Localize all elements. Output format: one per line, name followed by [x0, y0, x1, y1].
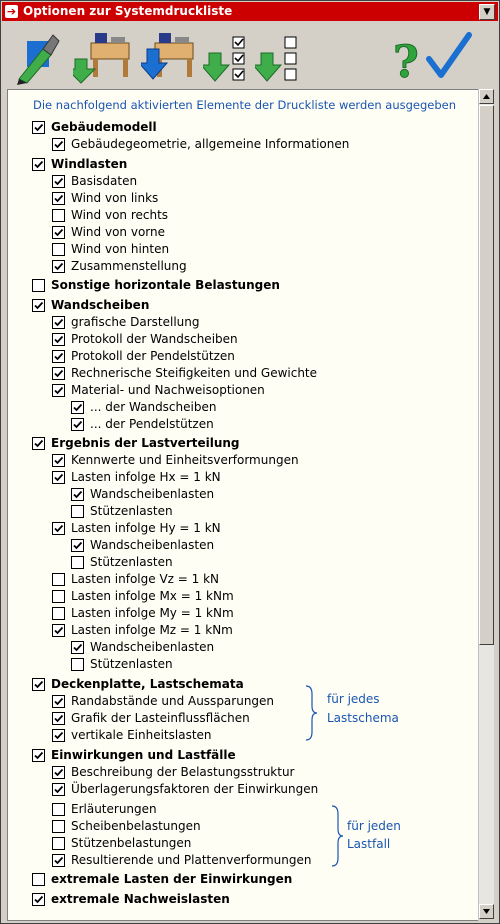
- desk-blue-icon: [141, 29, 201, 85]
- option-label: ... der Pendelstützen: [90, 417, 214, 431]
- option-label: Windlasten: [51, 157, 128, 171]
- checkbox-checked[interactable]: [52, 695, 65, 708]
- checkbox-unchecked[interactable]: [52, 820, 65, 833]
- option-label: Wandscheibenlasten: [90, 640, 215, 654]
- checkbox-checked[interactable]: [32, 121, 45, 134]
- arrow-right-icon: ➔: [6, 5, 17, 18]
- help-button[interactable]: [391, 29, 421, 85]
- checkbox-checked[interactable]: [52, 766, 65, 779]
- option-label: Stützenlasten: [90, 504, 173, 518]
- checkbox-checked[interactable]: [52, 729, 65, 742]
- option-label: Sonstige horizontale Belastungen: [51, 278, 280, 292]
- toolbar: [7, 27, 493, 89]
- checkbox-unchecked[interactable]: [32, 873, 45, 886]
- option-label: Wind von links: [71, 191, 159, 205]
- option-label: Beschreibung der Belastungsstruktur: [71, 765, 295, 779]
- uncheck-all-icon: [255, 29, 307, 85]
- option-label: Stützenlasten: [90, 555, 173, 569]
- print-preview-button[interactable]: [141, 29, 201, 85]
- checkbox-checked[interactable]: [52, 175, 65, 188]
- checkbox-checked[interactable]: [32, 299, 45, 312]
- select-all-button[interactable]: [203, 29, 255, 85]
- checkbox-checked[interactable]: [71, 641, 84, 654]
- window-title: Optionen zur Systemdruckliste: [23, 4, 233, 18]
- checkbox-unchecked[interactable]: [71, 658, 84, 671]
- checkbox-checked[interactable]: [52, 522, 65, 535]
- up-arrow-icon: [480, 90, 493, 103]
- option-label: grafische Darstellung: [71, 315, 200, 329]
- option-label: Grafik der Lasteinflussflächen: [71, 711, 250, 725]
- option-label: Lasten infolge Mz = 1 kNm: [71, 623, 233, 637]
- checkbox-unchecked[interactable]: [52, 243, 65, 256]
- scroll-up-button[interactable]: [479, 89, 494, 104]
- checkbox-checked[interactable]: [52, 384, 65, 397]
- scroll-down-button[interactable]: [479, 904, 494, 919]
- pen-edit-icon: [13, 29, 61, 85]
- checkbox-unchecked[interactable]: [52, 607, 65, 620]
- checkbox-unchecked[interactable]: [71, 556, 84, 569]
- checkbox-checked[interactable]: [52, 226, 65, 239]
- option-label: Wandscheibenlasten: [90, 487, 215, 501]
- checkbox-checked[interactable]: [52, 316, 65, 329]
- brace-icon: [330, 804, 344, 868]
- options-panel: [7, 89, 478, 921]
- option-label: Wind von hinten: [71, 242, 170, 256]
- checkmark-icon: [425, 29, 473, 85]
- brace-note-line: für jedes: [327, 692, 380, 706]
- option-label: Rechnerische Steifigkeiten und Gewichte: [71, 366, 318, 380]
- option-label: Lasten infolge Vz = 1 kN: [71, 572, 220, 586]
- option-label: Stützenbelastungen: [71, 836, 192, 850]
- vertical-scrollbar[interactable]: [478, 89, 494, 919]
- checkbox-unchecked[interactable]: [52, 590, 65, 603]
- print-settings-button[interactable]: [73, 29, 133, 85]
- checkbox-checked[interactable]: [52, 471, 65, 484]
- edit-button[interactable]: [13, 29, 61, 85]
- option-label: Zusammenstellung: [71, 259, 187, 273]
- check-all-icon: [203, 29, 255, 85]
- checkbox-checked[interactable]: [32, 678, 45, 691]
- checkbox-checked[interactable]: [71, 418, 84, 431]
- checkbox-checked[interactable]: [52, 454, 65, 467]
- option-label: Basisdaten: [71, 174, 138, 188]
- checkbox-checked[interactable]: [32, 158, 45, 171]
- option-label: Erläuterungen: [71, 802, 157, 816]
- checkbox-checked[interactable]: [52, 783, 65, 796]
- checkbox-checked[interactable]: [52, 260, 65, 273]
- option-label: Lasten infolge Hx = 1 kN: [71, 470, 221, 484]
- checkbox-checked[interactable]: [52, 624, 65, 637]
- option-label: vertikale Einheitslasten: [71, 728, 212, 742]
- checkbox-unchecked[interactable]: [71, 505, 84, 518]
- checkbox-checked[interactable]: [52, 854, 65, 867]
- desk-printer-icon: [73, 29, 133, 85]
- checkbox-checked[interactable]: [71, 539, 84, 552]
- checkbox-checked[interactable]: [52, 192, 65, 205]
- option-label: Protokoll der Wandscheiben: [71, 332, 238, 346]
- option-label: Stützenlasten: [90, 657, 173, 671]
- intro-text: Die nachfolgend aktivierten Elemente der Druckliste werden ausgegeben: [33, 98, 457, 112]
- checkbox-checked[interactable]: [71, 401, 84, 414]
- checkbox-checked[interactable]: [52, 138, 65, 151]
- option-label: extremale Nachweislasten: [51, 892, 230, 906]
- option-label: Ergebnis der Lastverteilung: [51, 436, 240, 450]
- checkbox-unchecked[interactable]: [52, 573, 65, 586]
- scroll-thumb[interactable]: [479, 105, 494, 645]
- option-label: Lasten infolge Hy = 1 kN: [71, 521, 221, 535]
- option-label: Überlagerungsfaktoren der Einwirkungen: [71, 782, 319, 796]
- question-icon: [391, 29, 421, 85]
- option-label: Deckenplatte, Lastschemata: [51, 677, 244, 691]
- ok-button[interactable]: [425, 29, 473, 85]
- option-label: Wandscheiben: [51, 298, 150, 312]
- checkbox-checked[interactable]: [32, 749, 45, 762]
- brace-note-line: Lastfall: [347, 837, 391, 851]
- brace-note-line: Lastschema: [327, 711, 399, 725]
- checkbox-checked[interactable]: [71, 488, 84, 501]
- option-label: Kennwerte und Einheitsverformungen: [71, 453, 299, 467]
- checkbox-unchecked[interactable]: [52, 209, 65, 222]
- option-label: Lasten infolge Mx = 1 kNm: [71, 589, 234, 603]
- checkbox-checked[interactable]: [52, 333, 65, 346]
- select-none-button[interactable]: [255, 29, 307, 85]
- option-label: Randabstände und Aussparungen: [71, 694, 275, 708]
- brace-note-line: für jeden: [347, 819, 401, 833]
- option-label: Material- und Nachweisoptionen: [71, 383, 265, 397]
- brace-icon: [304, 684, 318, 742]
- option-label: Wind von vorne: [71, 225, 165, 239]
- option-label: Gebäudemodell: [51, 120, 157, 134]
- option-label: Resultierende und Plattenverformungen: [71, 853, 312, 867]
- checkbox-checked[interactable]: [52, 712, 65, 725]
- option-label: ... der Wandscheiben: [90, 400, 217, 414]
- option-label: extremale Lasten der Einwirkungen: [51, 872, 293, 886]
- close-button[interactable]: ▼: [479, 4, 495, 20]
- checkbox-checked[interactable]: [52, 367, 65, 380]
- checkbox-unchecked[interactable]: [52, 837, 65, 850]
- option-label: Protokoll der Pendelstützen: [71, 349, 235, 363]
- down-arrow-icon: [480, 905, 493, 918]
- svg-text:?: ?: [393, 37, 419, 85]
- checkbox-unchecked[interactable]: [52, 803, 65, 816]
- option-label: Einwirkungen und Lastfälle: [51, 748, 236, 762]
- option-label: Wandscheibenlasten: [90, 538, 215, 552]
- option-label: Lasten infolge My = 1 kNm: [71, 606, 234, 620]
- option-label: Wind von rechts: [71, 208, 169, 222]
- option-label: Gebäudegeometrie, allgemeine Informationen: [71, 137, 350, 151]
- checkbox-checked[interactable]: [32, 437, 45, 450]
- checkbox-checked[interactable]: [32, 893, 45, 906]
- option-label: Scheibenbelastungen: [71, 819, 201, 833]
- title-bar: [2, 2, 498, 21]
- checkbox-unchecked[interactable]: [32, 279, 45, 292]
- checkbox-checked[interactable]: [52, 350, 65, 363]
